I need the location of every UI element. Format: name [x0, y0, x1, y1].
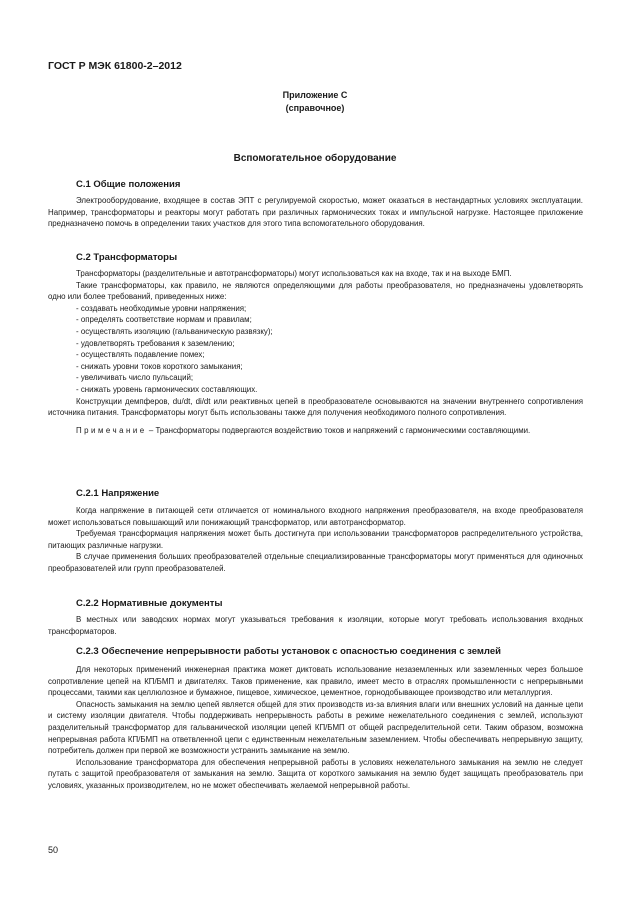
section-heading-c23: С.2.3 Обеспечение непрерывности работы установок с опасностью соединения с землей — [76, 646, 501, 657]
appendix-title: Приложение С — [282, 90, 348, 100]
note — [48, 425, 583, 437]
paragraph: Электрооборудование, входящее в состав ЭПТ с регулируемой скоростью, может оказаться в нестандартных условиях эксплуатации. Например, трансформаторы и реакторы могут работать при различных гармонических токах и импульсной нагрузке. Настоящее приложение предназначено помочь в определении таких участков для этого типа вспомогательного оборудования. — [48, 196, 583, 229]
section-body-c2 — [48, 268, 583, 436]
appendix-subtitle: (справочное) — [285, 103, 345, 113]
paragraph: Трансформаторы (разделительные и автотрансформаторы) могут использоваться как на входе, так и на выходе БМП. — [76, 269, 512, 278]
list-item: - снижать уровень гармонических составляющих. — [76, 384, 258, 394]
note-label: Примечание — [76, 425, 147, 435]
list-item: - осуществлять изоляцию (гальваническую развязку); — [76, 326, 273, 336]
paragraph: В местных или заводских нормах могут указываться требования к изоляции, которые могут требовать использования входных трансформаторов. — [48, 615, 583, 636]
list-item: - определять соответствие нормам и правилам; — [76, 315, 252, 325]
paragraph: Для некоторых применений инженерная практика может диктовать использование незаземленных или заземленных через большое сопротивление цепей на КП/БМП и двигателях. Таков применение, как правило, имеет место в отраслях промышленности с непрерывными процессами, такими как целлюлозное и бумажное, пищевое, химическое, цементное, горнодобывающее производство или металлургия. — [48, 665, 583, 698]
paragraph: Такие трансформаторы, как правило, не являются определяющими для работы преобразователя, но предназначены удовлетворять одно или более требований, приведенных ниже: — [48, 280, 583, 302]
section-heading-c1: С.1 Общие положения — [76, 179, 181, 190]
section-heading-c2: С.2 Трансформаторы — [76, 252, 178, 263]
paragraph: Требуемая трансформация напряжения может быть достигнута при использовании трансформаторов распределительного устройства, питающих различные нагрузки. — [48, 529, 583, 550]
list-item: - создавать необходимые уровни напряжения; — [76, 303, 247, 313]
section-heading-c22: С.2.2 Нормативные документы — [76, 598, 223, 609]
paragraph: Когда напряжение в питающей сети отличается от номинального входного напряжения преобразователя, на входе преобразователя может использоваться повышающий или понижающий трансформатор, или автотрансформатор. — [48, 506, 583, 527]
list-item: - увеличивать число пульсаций; — [76, 373, 194, 383]
paragraph: Конструкции демпферов, du/dt, di/dt или реактивных цепей в преобразователе основываются на значении внутреннего сопротивления источника питания. Трансформаторы могут быть использованы также для получения необходимого полного сопротивления. — [48, 396, 583, 418]
section-body-c22 — [48, 614, 583, 637]
main-title: Вспомогательное оборудование — [233, 153, 397, 164]
page-number: 50 — [48, 845, 59, 855]
document-header: ГОСТ Р МЭК 61800-2–2012 — [48, 60, 182, 72]
paragraph: Использование трансформатора для обеспечения непрерывной работы в условиях нежелательного замыкания на землю не следует путать с защитой преобразователя от замыкания на землю. Защита от короткого замыкания на землю будет защищать преобразователь при условиях, указанных производителем, но не может обеспечивать желаемой непрерывной работы. — [48, 757, 583, 790]
list-item: - удовлетворять требования к заземлению; — [76, 338, 235, 348]
paragraph: Опасность замыкания на землю цепей является общей для этих производств из-за влияния влаги или внешних условий на данные цепи и систему изоляции двигателя. Чтобы поддерживать непрерывность работы в режиме нежелательного соединения с землей, используют разделительный трансформатор для гальванической изоляции цепей КП/БМП от общей распределительной сети. Таким образом, возможна непрерывная работа КП/БМП на ответвленной цепи с единственным нежелательным заземлением. Чтобы обеспечивать непрерывную защиту, потребитель должен при первой же возможности устранить замыкание на землю. — [48, 699, 583, 756]
section-body-c23 — [48, 664, 583, 792]
section-heading-c21: С.2.1 Напряжение — [76, 488, 160, 499]
paragraph: В случае применения больших преобразователей отдельные специализированные трансформаторы могут применяться для одиночных преобразователей или групп преобразователей. — [48, 552, 583, 573]
note-text: – Трансформаторы подвергаются воздействию токов и напряжений с гармоническими составляющими. — [146, 425, 531, 435]
list-item: - осуществлять подавление помех; — [76, 350, 205, 360]
section-body-c1 — [48, 195, 583, 230]
list-item: - снижать уровни токов короткого замыкания; — [76, 361, 243, 371]
section-body-c21 — [48, 505, 583, 575]
